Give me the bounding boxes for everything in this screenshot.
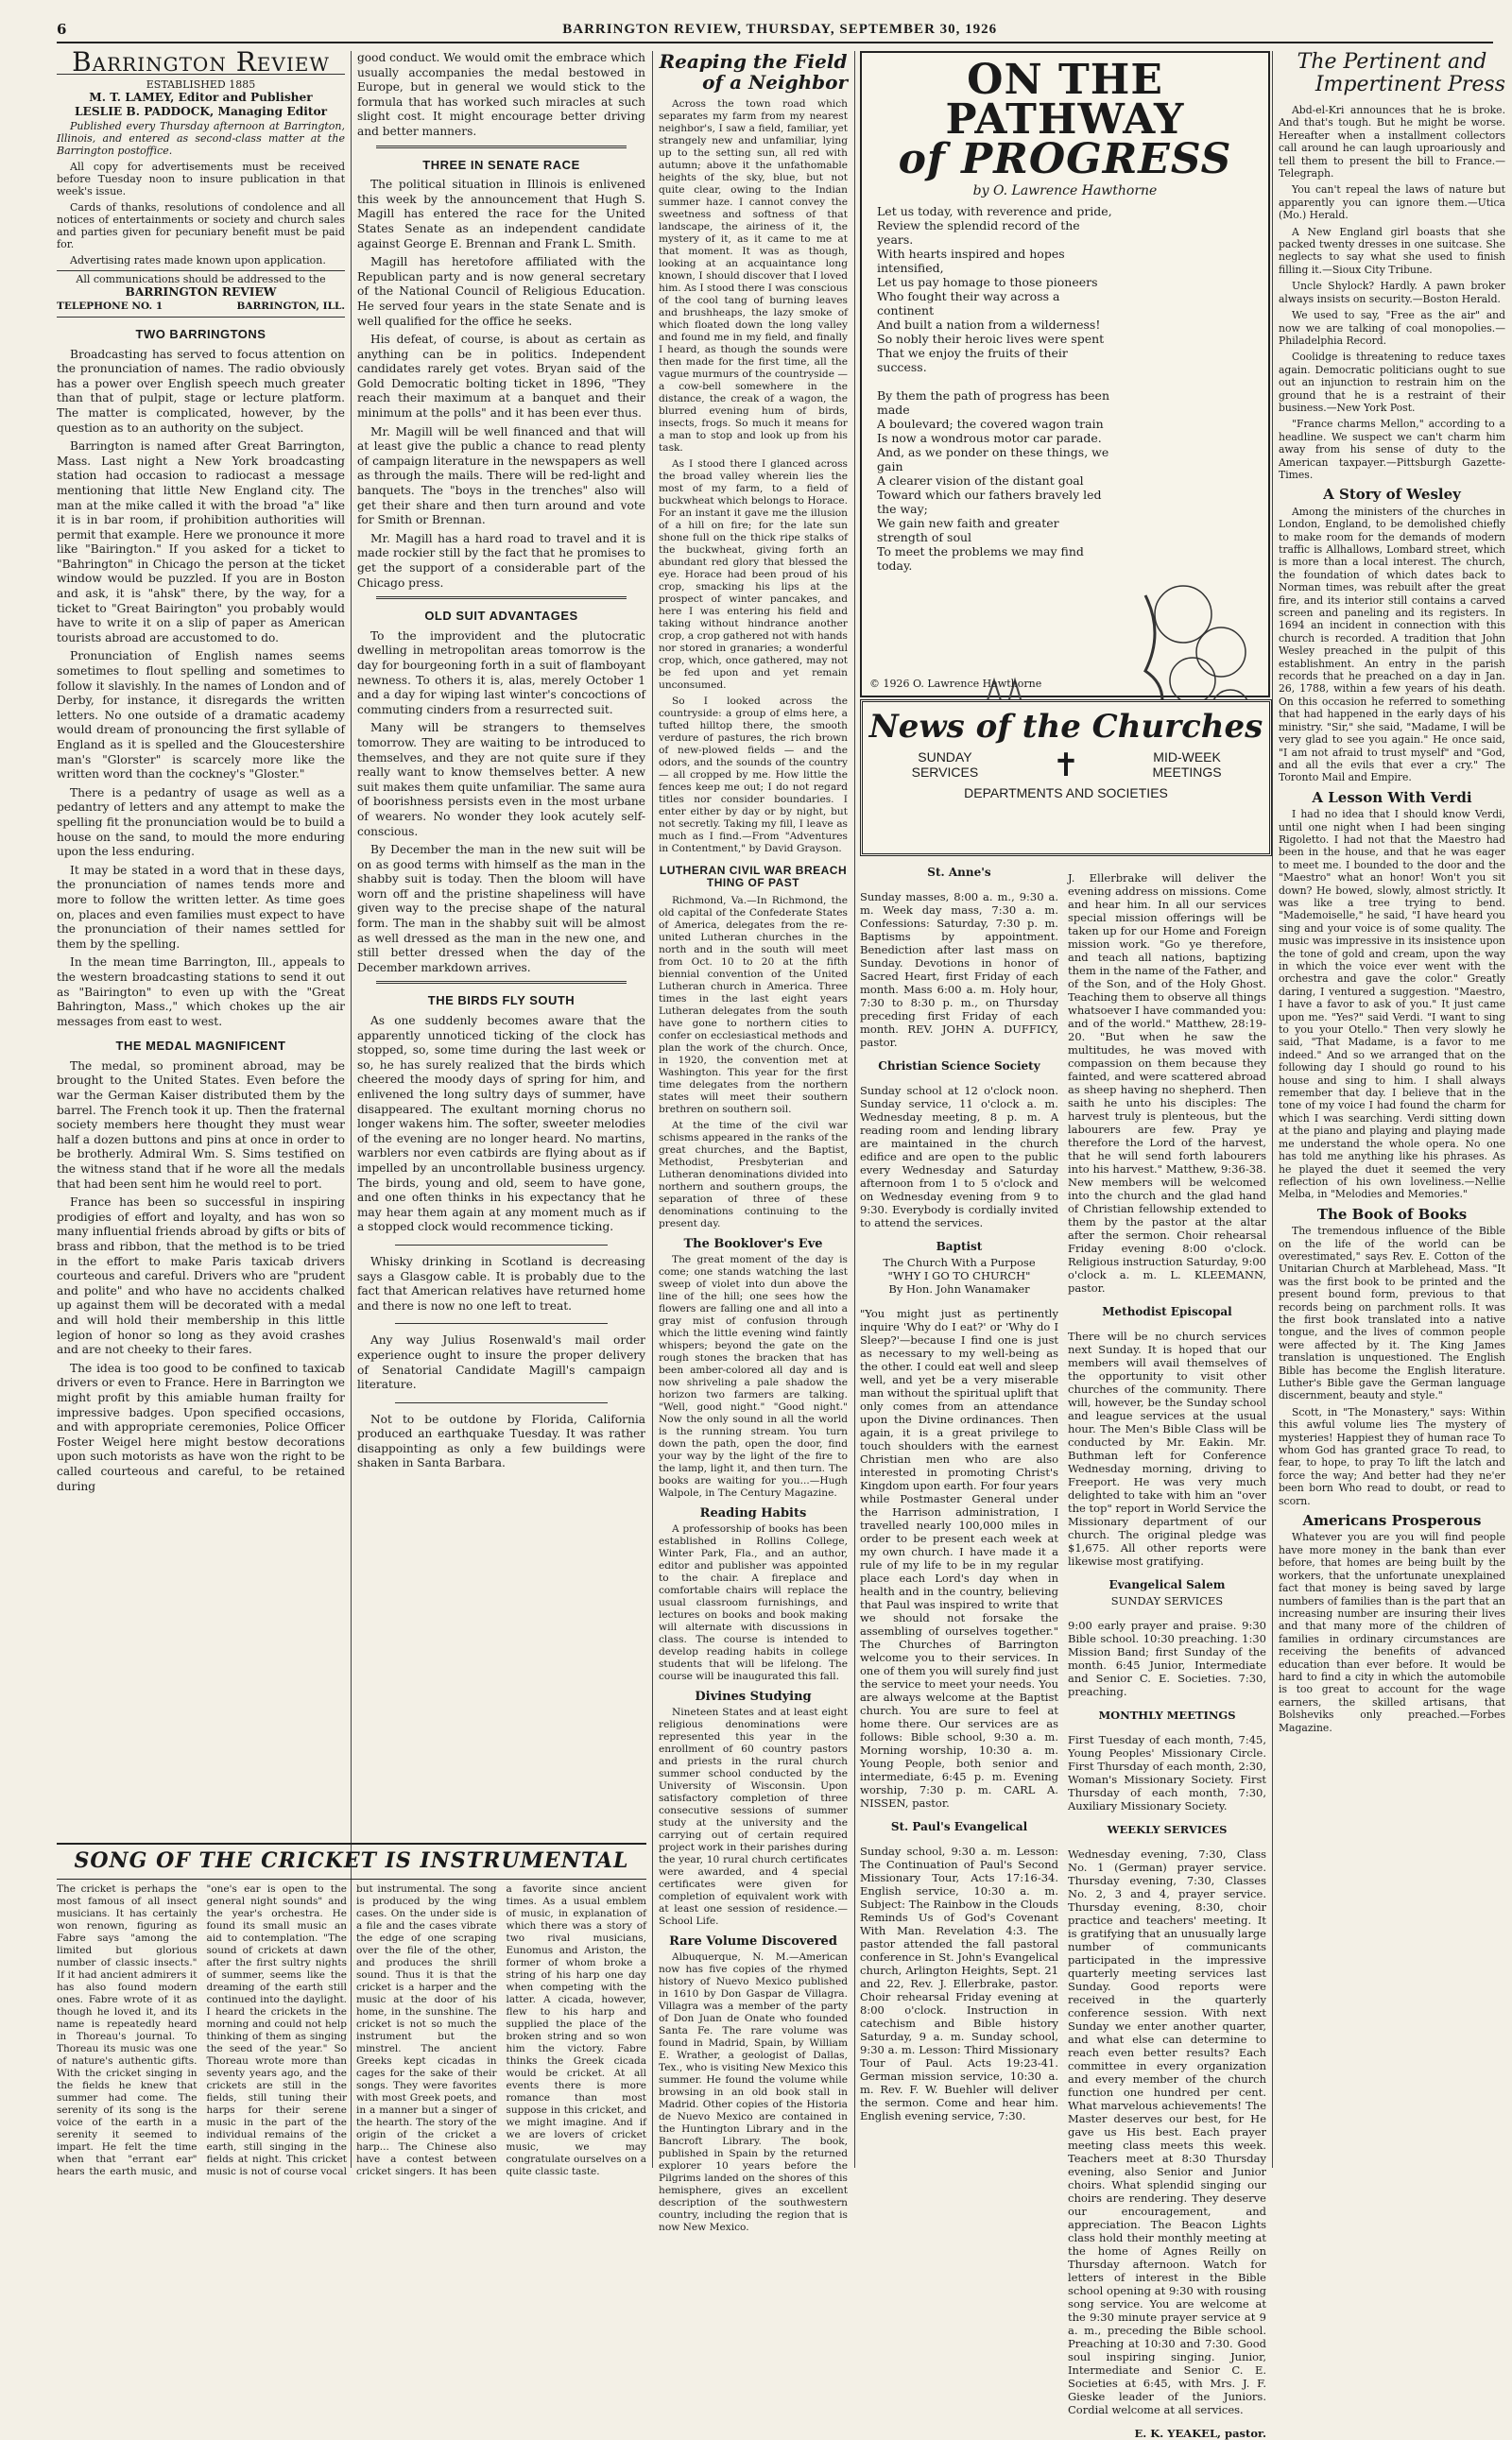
paragraph: A New England girl boasts that she packed twenty dresses in one suitcase. She neglects to say what she used to finish filling it.—Sioux City Tribune. (1279, 225, 1505, 276)
paragraph: Richmond, Va.—In Richmond, the old capital of the Confederate States of America, delegates from the re-united Lutheran churches in the north and in the south will meet from Oct. 10 to 20 at the fifth biennial convention of the United Lutheran church in America. Three times in the last eight years Lutheran delegates from the south have gone to northern cities to confer on ecclesiastical methods and plan the work of the church. Once, in 1920, the convention met at Washington. This year for the first time delegates from the northern states will meet their southern brethren on southern soil. (659, 895, 848, 1115)
copy-notice: All copy for advertisements must be received before Tuesday noon to insure publication in that week's issue. (57, 160, 345, 198)
paragraph: At the time of the civil war schisms appeared in the ranks of the great churches, and the Baptist, Methodist, Presbyterian and Lutheran denominations divided into northern and southern groups, the separation of three of these denominations continuing to the present day. (659, 1120, 848, 1229)
paragraph: In the mean time Barrington, Ill., appeals to the western broadcasting stations to send it out as "Bairington" to even up with the "Great Bahrington, Mass.," which chokes up the air messages from east to west. (57, 955, 345, 1028)
publication-notice: Published every Thursday afternoon at Barrington, Illinois, and entered as second-class matter at the Barrington postoffice. (57, 119, 345, 157)
pathway-poem (862, 204, 1268, 573)
headline-pertinent-line1: The Pertinent and (1297, 50, 1487, 74)
paragraph: Scott, in "The Monastery," says: Within this awful volume lies The mystery of mysteries! Happiest they of human race To whom God has granted grace To read, to fear, to hope, to pray To lift the latch and force the way; And better had they ne'er been born Who read to doubt, or read to scorn. (1279, 1405, 1505, 1507)
address-box (57, 270, 345, 318)
church-news-header (860, 699, 1272, 856)
paragraph: Sunday school at 12 o'clock noon. Sunday service, 11 o'clock a. m. Wednesday meeting, 8 p. m. A reading room and lending library are maintained in the church edifice and are open to the public every Wednesday and Saturday afternoon from 1 to 5 o'clock and on Wednesday evening from 9 to 9:30. Everybody is cordially invited to attend the services. (860, 1083, 1058, 1229)
pathway-byline: by O. Lawrence Hawthorne (972, 183, 1158, 198)
headline-booklover: The Booklover's Eve (683, 1237, 823, 1251)
baptist-subtitle: The Church With a Purpose (883, 1256, 1036, 1269)
paragraph: Sunday masses, 8:00 a. m., 9:30 a. m. Week day mass, 7:30 a. m. Confessions: Saturday, 7:30 p. m. Baptisms by appointment. Benediction after last mass on Sunday. Devotions in honor of Sacred Heart, first Friday of each month. Mass 6:00 a. m. Holy hour, 7:30 to 8:30 p. m., on Thursday preceding first Friday of each month. REV. JOHN A. DUFFICY, pastor. (860, 889, 1058, 1049)
paragraph: There will be no church services next Sunday. It is hoped that our members will avail themselves of the opportunity to visit other churches of the community. There will, however, be the Sunday school and league services at the usual hour. The Men's Bible Class will be conducted by Mr. Eakin. Mr. Buthman left for Conference Wednesday morning, driving to Freeport. He was very much delighted to take with him an "over the top" report in World Service the Missionary department of our church. The original pledge was $1,675. All other reports were likewise most gratifying. (1068, 1329, 1266, 1568)
church-column-right (1068, 860, 1266, 2440)
headline-pertinent-line2: Impertinent Press (1314, 73, 1505, 96)
column-rule (1272, 51, 1273, 2168)
headline-two-barringtons: TWO BARRINGTONS (135, 326, 266, 341)
baptist-title: "WHY I GO TO CHURCH" (887, 1269, 1031, 1282)
headline-americans-prosperous: Americans Prosperous (1302, 1512, 1482, 1530)
paragraph: To the improvident and the plutocratic dwelling in metropolitan areas tomorrow is the day for bourgeoning forth in a suit of flamboyant newness. To others it is, alas, merely October 1 and a day for wiping last winter's concoctions of commuting cinders from a resurrected suit. (357, 628, 645, 716)
church-news-row (863, 749, 1269, 782)
sunday-services: SUNDAY SERVICES (911, 749, 979, 780)
headline-reaping-line1: Reaping the Field (659, 50, 848, 73)
paragraph: Many will be strangers to themselves tomorrow. They are waiting to be introduced to themselves, and they are not quite sure if they really want to know themselves better. A new suit makes them quite unfamiliar. The same aura of boorishness persists even in the most urbane of wearers. No wonder they look acutely self-conscious. (357, 721, 645, 838)
paragraph: good conduct. We would omit the embrace which usually accompanies the medal bestowed in Europe, but in general we would stick to the formula that has worked such miracles at such slight cost. It might encourage better driving and better manners. (357, 51, 645, 138)
headline-book-of-books: The Book of Books (1316, 1205, 1468, 1223)
paragraph: Mr. Magill will be well financed and that will at least give the public a chance to read plenty of campaign literature in the newspapers as well as through the mails. There will be red-light and banquets. The "boys in the trenches" also will get their share and then turn around and vote for Smith or Brennan. (357, 424, 645, 527)
pathway-title (862, 56, 1268, 183)
paragraph: We used to say, "Free as the air" and now we are talking of coal monopolies.—Philadelphia Record. (1279, 309, 1505, 347)
paragraph: So I looked across the countryside: a group of elms here, a tufted hilltop there, the smooth verdure of pastures, the rich brown of new-plowed fields — and the odors, and the sounds of the country — all cropped by me. How little the fences keep me out; I do not regard titles nor consider boundaries. I enter either by day or by night, but not secretly. Taking my fill, I leave as much as I find.—From "Adventures in Contentment," by David Grayson. (659, 696, 848, 854)
pathway-copyright: © 1926 O. Lawrence Hawthorne (869, 678, 1042, 690)
paragraph: Not to be outdone by Florida, California produced an earthquake Tuesday. It was rather disappointing as only a few buildings were shaken in Santa Barbara. (357, 1412, 645, 1470)
paragraph: The idea is too good to be confined to taxicab drivers or even to France. Here in Barrington we might profit by this amiable human frailty for impressive badges. Upon specified occasions, and with appropriate ceremonies, Police Officer Foster Weigel here might bestow decorations upon such motorists as have won the right to be called courteous and careful, to be retained during (57, 1361, 345, 1493)
cards-notice: Cards of thanks, resolutions of condolence and all notices of entertainments or society and church sales and parties given for pecuniary benefit must be paid for. (57, 200, 345, 250)
headline-evangelical-salem: Evangelical Salem (1108, 1578, 1226, 1591)
paragraph: Uncle Shylock? Hardly. A pawn broker always insists on security.—Boston Herald. (1279, 280, 1505, 305)
address-name: BARRINGTON REVIEW (125, 284, 277, 299)
paragraph: Wednesday evening, 7:30, Class No. 1 (German) prayer service. Thursday evening, 7:30, Classes No. 2, 3 and 4, prayer service. Thursday evening, 8:30, choir practice and teachers' meeting. It is gratifying that an unusually large number of communicants participated in the impressive quarterly meeting services last Sunday. Good reports were received in the quarterly conference session. With next Sunday we enter another quarter, and what else can determine to reach even better results? Each committee in every organization and every member of the church function one hundred per cent. What marvelous achievements! The Master deserves our best, for He gave us His best. Each prayer meeting class meets this week. Teachers meet at 8:30 Thursday evening, also Senior and Junior choirs. What splendid singing our choirs are rendering. They deserve our encouragement, and appreciation. The Beacon Lights class hold their monthly meeting at the home of Agnes Reilly on Thursday afternoon. Watch for letters of interest in the Bible school opening at 9:30 with rousing song service. You are welcome at the 9:30 minute prayer service at 9 a. m., preceding the Bible school. Preaching at 10:30 and 7:30. Good soul inspiring singing. Junior, Intermediate and Senior C. E. Societies at 6:45, with Mrs. J. F. Gieske leader of the Juniors. Cordial welcome at all services. (1068, 1847, 1266, 2416)
column-rule (652, 51, 653, 2168)
page-masthead (57, 17, 1493, 43)
address-row (57, 300, 345, 315)
headline-reading-habits: Reading Habits (699, 1506, 807, 1521)
paragraph: The political situation in Illinois is enlivened this week by the announcement that Hugh S. Magill has entered the race for the United States Senate as an independent candidate against George E. Brennan and Frank L. Smith. (357, 178, 645, 250)
column-rule (854, 51, 855, 2168)
paragraph: First Tuesday of each month, 7:45, Young Peoples' Missionary Circle. First Thursday of each month, 2:30, Woman's Missionary Society. First Thursday of each month, 7:30, Auxiliary Missionary Society. (1068, 1732, 1266, 1813)
paragraph: Mr. Magill has a hard road to travel and it is made rockier still by the fact that he promises to get the support of a considerable part of the Chicago press. (357, 531, 645, 590)
managing-editor-line: LESLIE B. PADDOCK, Managing Editor (74, 105, 328, 119)
paragraph: Nineteen States and at least eight religious denominations were represented this year in the enrollment of 60 country pastors and priests in the rural church summer school conducted by the University of Wisconsin. Upon satisfactory completion of three consecutive sessions of summer study at the university and the carrying out of certain required project work in their parishes during the year, 10 rural church certificates were awarded, and 4 special certificates were given for completion of equivalent work with at least one session of residence.—School Life. (659, 1707, 848, 1927)
headline-baptist: Baptist (936, 1240, 983, 1253)
paragraph: The great moment of the day is come; one stands watching the last sweep of violet into dun above the line of the hill; one sees how the flowers are falling one and all into a gray mist of confusion through which the little evening wind faintly whispers; beyond the gate on the rough stones the bracken that has been amber-colored all day and is now shriveling a pale shadow the horizon two farmers are talking. "Well, good night." "Good night." Now the only sound in all the world is the running stream. You turn down the path, open the door, find your way by the light of the fire to the lamp, light it, and then turn. The books are waiting for you...—Hugh Walpole, in The Century Magazine. (659, 1254, 848, 1499)
headline-rare-volume: Rare Volume Discovered (669, 1934, 837, 1949)
communications-line: All communications should be addressed to the (76, 272, 326, 285)
paragraph: Coolidge is threatening to reduce taxes again. Democratic politicians ought to sue out an injunction to restrain him on the ground that he is a restraint of their business.—New York Post. (1279, 351, 1505, 414)
paragraph: Sunday school, 9:30 a. m. Lesson: The Continuation of Paul's Second Missionary Tour, Acts 17:16-34. English service, 10:30 a. m. Subject: The Rainbow in the Clouds Reminds Us of God's Covenant With Man. Revelation 4:3. The pastor attended the fall pastoral conference in St. John's Evangelical church, Arlington Heights, Sept. 21 and 22, Rev. J. Ellerbrake, pastor. Choir rehearsal Friday evening at 8:00 o'clock. Instruction in catechism and Bible history Saturday, 9 a. m. Sunday school, 9:30 a. m. Lesson: Third Missionary Tour of Paul. Acts 19:23-41. German mission service, 10:30 a. m. Rev. F. W. Buehler will deliver the sermon. Come and hear him. English evening service, 7:30. (860, 1844, 1058, 2122)
headline-reaping-line2: of a Neighbor (702, 71, 848, 94)
church-news-title: News of the Churches (868, 708, 1263, 746)
page-number: 6 (57, 21, 67, 38)
paragraph: "France charms Mellon," according to a headline. We suspect we can't charm him away from his sense of duty to the American taxpayer.—Pittsburgh Gazette-Times. (1279, 418, 1505, 481)
paragraph: There is a pedantry of usage as well as a pedantry of letters and any attempt to make the spelling fit the pronunciation would be to build a house on the sand, to mould the more enduring upon the less enduring. (57, 785, 345, 859)
cricket-body: The cricket is perhaps the most famous of all insect musicians. It has certainly won renown, figuring as Fabre says "among the limited but glorious number of classic insects." If it had ancient admirers it has also found modern ones. Fabre wrote of it as though he loved it, and its name is repeatedly heard in Thoreau's journal. To Thoreau its music was one of nature's authentic gifts. With the cricket singing in the fields he knew that summer had come. The serenity of its song is the voice of the earth in a serenity it seemed to impart. He felt the time when that "errant ear" hears the earth music, and "one's ear is open to the general night sounds" and the year's orchestra. He found its small music an aid to contemplation. "The sound of crickets at dawn after the first sultry nights of summer, seems like the dreaming of the earth still continued into the daylight. I heard the crickets in the morning and could not help thinking of them as singing the seed of the year." So Thoreau wrote more than seventy years ago, and the crickets are still in the fields, still tuning their harps for their serene music in the part of the individual remains of the earth, still singing in the fields at night. This cricket music is not of course vocal but instrumental. The song is produced by the wing cases. On the under side is a file and the cases vibrate the edge of one scraping over the file of the other, and produces the shrill sound. Thus it is that the cricket is a harper and the music at the door of his home, in the sunshine. The cricket is not so much the instrument but the minstrel. The ancient Greeks kept cicadas in cages for the sake of their songs. They were favorites with most Greek poets, and in a manner but a singer of the hearth. The story of the origin of the cricket a harp... The Chinese also have a contest between cricket singers. It has been a favorite since ancient times. As a usual emblem of music, in explanation of which there was a story of two rival musicians, Eunomus and Ariston, the former of whom broke a string of his harp one day when competing with the latter. A cicada, however, flew to his harp and supplied the place of the broken string and so won him the victory. Fabre thinks the Greek cicada would be cricket. At all events there is more romance than most suppose in this cricket, and we might imagine. And if we are lovers of cricket music, we may congratulate ourselves on a quite classic taste. (57, 1883, 646, 2177)
paragraph: The medal, so prominent abroad, may be brought to the United States. Even before the war the German Kaiser distributed them by the barrel. The French took it up. Then the fraternal society members here thought they must wear half a dozen buttons and pins at once in order to be brotherly. Admiral Wm. S. Sims testified on the witness stand that if he wore all the medals that had been sent him he would reel to port. (57, 1058, 345, 1191)
paragraph: Broadcasting has served to focus attention on the pronunciation of names. The radio obviously has a power over English speech much greater than that of pulpit, stage or lecture platform. The matter is complicated, however, by the question as to an authority on the subject. (57, 347, 345, 435)
headline-lutheran: LUTHERAN CIVIL WAR BREACH THING OF PAST (659, 864, 848, 889)
headline-christian-science: Christian Science Society (878, 1059, 1040, 1073)
paragraph: Magill has heretofore affiliated with the Republican party and is now general secretary of the National Council of Religious Education. He served four years in the state Senate and is well qualified for the office he seeks. (357, 255, 645, 328)
headline-cricket: SONG OF THE CRICKET IS INSTRUMENTAL (74, 1848, 629, 1873)
headline-verdi: A Lesson With Verdi (1312, 788, 1472, 806)
paragraph: His defeat, of course, is about as certain as anything can be in politics. Independent candidates rarely get votes. Bryan said of the Gold Democratic bolting ticket in 1896, "They reach their maximum at a banquet and their minimum at the polls" and it has been ever thus. (357, 333, 645, 421)
cross-icon: ✝ (1052, 747, 1080, 783)
column-editorial (57, 46, 345, 1837)
telephone: TELEPHONE NO. 1 (57, 301, 163, 313)
paragraph: Albuquerque, N. M.—American now has five copies of the rhymed history of Nuevo Mexico published in 1610 by Don Gaspar de Villagra. Villagra was a member of the party of Don Juan de Onate who founded Santa Fe. The rare volume was found in Madrid, Spain, by William E. Wrather, a geologist of Dallas, Tex., who is visiting New Mexico this summer. He found the volume while browsing in an old book stall in Madrid. Other copies of the Historia de Nuevo Mexico are contained in the Huntington Library and in the Bancroft Library. The book, published in Spain by the returned explorer 10 years before the Pilgrims landed on the shores of this hemisphere, gives an excellent description of the southwestern country, including the region that is now New Mexico. (659, 1951, 848, 2233)
established: ESTABLISHED 1885 (146, 77, 256, 91)
paragraph: Whatever you are you will find people have more money in the bank than ever before, that homes are being built by the workers, that the unfortunate unexplained fact that money is being saved by large numbers of families than is the part that an increasing number are insuring their lives and that many more of the children of families in ordinary circumstances are receiving the benefits of advanced education than ever before. It would be hard to find a city in which the automobile is too great to account for the wage earners, the skilled artisans, that Bolsheviks only preached.—Forbes Magazine. (1279, 1531, 1505, 1734)
headline-methodist: Methodist Episcopal (1102, 1305, 1232, 1318)
paragraph: Abd-el-Kri announces that he is broke. And that's tough. But he might be worse. Hereafter when a installment collectors call around he can laugh uproariously and tell them to present the bill to France.—Telegraph. (1279, 104, 1505, 180)
headline-reaping (659, 51, 848, 93)
paragraph: J. Ellerbrake will deliver the evening address on missions. Come and hear him. In all our services special mission offerings will be taken up for our Home and Foreign mission work. "Go ye therefore, and teach all nations, baptizing them in the name of the Father, and of the Son, and of the Holy Ghost. Teaching them to observe all things whatsoever I have commanded you: and of the world." Matthew, 28:19-20. "But when he saw the multitudes, he was moved with compassion on them because they fainted, and were scattered abroad as sheep having no shepherd. Then saith he unto his disciples: The harvest truly is plenteous, but the labourers are few. Pray ye therefore the Lord of the harvest, that he will send forth labourers into his harvest." Matthew, 9:36-38. New members will be welcomed into the church and the glad hand of Christian fellowship extended to them by the pastor at the altar after the sermon. Choir rehearsal Friday evening 8:00 o'clock. Religious instruction Saturday, 9:00 o'clock a. m. L. KLEEMANN, pastor. (1068, 870, 1266, 1295)
column-pertinent-press (1279, 51, 1505, 2206)
church-column-left (860, 860, 1058, 2164)
paragraph: Among the ministers of the churches in London, England, to be demolished chiefly to make room for the demands of modern traffic is Allhallows, Lombard street, which is more than a local interest. The church, the foundation of which dates back to Norman times, was rebuilt after the great fire, and its interior still contains a carved screen and paneling and its registers. In 1694 an incident in connection with this church is recorded. A tradition that John Wesley preached in the pulpit of this establishment. An entry in the parish records that he preached on a day in Jan. 26, 1788, within a few years of his death. On this occasion he referred to something that had happened in the early days of his ministry. "Sir," she said, "Madame, I will be very glad to see you again." He once said, "I am not afraid to trust myself" and "God, and all the evils that ever a cry." The Toronto Mail and Empire. (1279, 505, 1505, 784)
masthead-title: BARRINGTON REVIEW, THURSDAY, SEPTEMBER 30, 1926 (562, 21, 998, 37)
paragraph: As one suddenly becomes aware that the apparently unnoticed ticking of the clock has stopped, so, some time during the last week or so, he has surely realized that the birds which cheered the moody days of spring for him, and enlivened the long sultry days of summer, have disappeared. The exultant morning chorus no longer wakens him. The softer, sweeter melodies of the evening are no longer heard. No martins, warblers nor even catbirds are flying about as if impelled by an uncontrollable business urgency. The birds, young and old, seem to have gone, and one often thinks in his expectancy that he may hear them again at any moment much as if a stopped clock would recommence ticking. (357, 1014, 645, 1234)
paragraph: The tremendous influence of the Bible on the life of the world can be overestimated," says Rev. E. Cotton of the Unitarian Church at Marblehead, Mass. "It was the first book to be printed and the present bound form, previous to that records being on parchment rolls. It was the first book translated into a native tongue, and the lives of common people were affected by it. The King James translation is unquestioned. The English Bible has become the English literature. Luther's Bible gave the German language discernment, beauty and style." (1279, 1225, 1505, 1402)
salem-subtitle: SUNDAY SERVICES (1110, 1594, 1224, 1607)
paragraph: I had no idea that I should know Verdi, until one night when I had been singing Rigoletto. I had not that the Maestro had been in the house, and that he was eager to meet me. I bounded to the door and the "Maestro" what an honor! Won't you sit down? He bowed, slowly, almost strictly. It was like a tree trying to bend. "Mademoiselle," he said, "I have heard you sing and your voice is of some quality. The music was impressive in its insistence upon the tone of gold and cream, upon the way in which the voice ever went with the orchestra and gave the color." Greatly daring, I ventured a suggestion. "Maestro, I have a favor to ask of you." It just came upon me. "Yes?" said Verdi. "I want to sing to you your Otello." Then very slowly he said, "That Madame, is a favor to me indeed." And so we arranged that on the following day I should go round to his house and sing to him. I shall always remember that day. I believe that in the tone of my voice I had found the charm for which I was searching. Verdi sitting down at the piano and playing and playing made me understand the whole opera. No one has told me anything like his phrases. As he played the duet it seemed the very reflection of his own loveliness.—Nellie Melba, in "Melodies and Memories." (1279, 808, 1505, 1201)
headline-st-annes: St. Anne's (927, 866, 991, 879)
paragraph: As I stood there I glanced across the broad valley wherein lies the most of my farm, to a field of buckwheat which belongs to Horace. For an instant it gave me the illusion of a hill on fire; for the late sun shone full on the thick ripe stalks of the buckwheat, giving forth an abundant red glory that blessed the eye. Horace had been proud of his crop, smacking his lips at the prospect of winter pancakes, and here I was entering his field and taking without hindrance another crop, a crop gathered not with hands nor stored in granaries; a wonderful crop, which, once gathered, may not be fed upon and yet remain unconsumed. (659, 458, 848, 691)
paragraph: You can't repeal the laws of nature but apparently you can ignore them.—Utica (Mo.) Herald. (1279, 183, 1505, 222)
town: BARRINGTON, ILL. (236, 301, 345, 313)
poem-text: Let us today, with reverence and pride, Review the splendid record of the years. With hearts inspired and hopes intensified, Let us pay homage to those pioneers Who fought their way across a continent And built a nation from a wilderness! So nobly their heroic lives were spent That we enjoy the fruits of their success. By them the path of progress has been made A boulevard; the covered wagon train Is now a wondrous motor car parade. And, as we ponder on these things, we gain A clearer vision of the distant goal Toward which our fathers bravely led the way; We gain new faith and greater strength of soul To meet the problems we may find today. (877, 204, 1112, 573)
headline-st-pauls: St. Paul's Evangelical (890, 1820, 1028, 1833)
pathway-feature (860, 51, 1270, 697)
headline-senate: THREE IN SENATE RACE (422, 157, 580, 172)
paragraph: A professorship of books has been established in Rollins College, Winter Park, Fla., and an author, editor and publisher was appointed to the chair. A fireplace and comfortable chairs will replace the usual classroom furnishings, and lectures on books and book making will alternate with discussions in class. The course is intended to develop reading habits in college students that will be lifelong. The course will be inaugurated this fall. (659, 1523, 848, 1682)
headline-pertinent (1279, 51, 1505, 96)
paragraph: France has been so successful in inspiring prodigies of effort and loyalty, and has won so many influential friends abroad by gifts or bits of brass and ribbon, that the method is to be tried in the effort to make Paris taxicab drivers courteous and careful. Drivers who are "prudent and polite" and who have no accidents chalked up against them will be decorated with a medal and will hold their membership in this little legion of honor so long as they avoid crashes and are not cheeky to their fares. (57, 1195, 345, 1357)
pathway-title-line2: of PROGRESS (898, 135, 1232, 183)
headline-birds: THE BIRDS FLY SOUTH (427, 993, 576, 1008)
church-columns (860, 860, 1266, 2440)
editor-line: M. T. LAMEY, Editor and Publisher (89, 90, 313, 104)
paragraph: Across the town road which separates my farm from my nearest neighbor's, I saw a field, familiar, yet strangely new and unfamiliar, lying up to the setting sun, all red with autumn; above it the unfathomable heights of the sky, blue, but not quite clear, owing to the Indian summer haze. I cannot convey the sweetness and softness of that landscape, the airiness of it, the mystery of it, as it came to me at that moment. It was as though, looking at an acquaintance long known, I should discover that I loved him. As I stood there I was conscious of the cool tang of burning leaves and brushheaps, the lazy smoke of which floated down the long valley and found me in my field, and finally I heard, as though the sounds were then made for the first time, all the vague murmurs of the countryside — a cow-bell somewhere in the distance, the creak of a wagon, the blurred evening hum of birds, insects, frogs. So much it means for a man to stop and look up from his task. (659, 98, 848, 454)
paragraph: Whisky drinking in Scotland is decreasing says a Glasgow cable. It is probably due to the fact that American relatives have returned home and there is now no one left to treat. (357, 1254, 645, 1313)
paragraph: Pronunciation of English names seems sometimes to flout spelling and sometimes to follow it slavishly. In the names of London and of Derby, for instance, it disregards the written letters. No one outside of a dramatic academy would dream of pronouncing the first syllable of England as it is spelled and the Gloucestershire man's "Glorster" is scarcely more like the written word than the cockney's "Gloster." (57, 649, 345, 782)
paragraph: Barrington is named after Great Barrington, Mass. Last night a New York broadcasting station had occasion to radiocast a message mentioning that little New England city. The man at the mike called it with the broad "a" like it is in bar room, if prohibition authorities will permit that example. Here we pronounce it more like "Bairington." If you asked for a ticket to "Bahrington" in Chicago the person at the ticket window would be puzzled. If you are in Boston and ask, it is "ahsk" there, by the way, for a ticket to "Great Bairington" you probably would have to write it on a slip of paper as American tourists abroad are accustomed to do. (57, 439, 345, 644)
monthly-meetings-head: MONTHLY MEETINGS (1098, 1709, 1236, 1722)
departments-societies: DEPARTMENTS AND SOCIETIES (964, 785, 1168, 800)
headline-suit: OLD SUIT ADVANTAGES (424, 609, 578, 624)
paragraph: 9:00 early prayer and praise. 9:30 Bible school. 10:30 preaching. 1:30 Mission Band; first Sunday of the month. 6:45 Junior, Intermediate and Senior C. E. Societies. 7:30, preaching. (1068, 1618, 1266, 1698)
headline-medal: THE MEDAL MAGNIFICENT (115, 1039, 286, 1054)
column-editorial-2 (357, 51, 645, 1837)
headline-divines: Divines Studying (695, 1690, 812, 1704)
midweek-meetings: MID-WEEK MEETINGS (1152, 749, 1222, 780)
pathway-title-line1: ON THE PATHWAY (945, 56, 1185, 144)
rates-notice: Advertising rates made known upon application. (70, 253, 326, 266)
cricket-article (57, 1843, 646, 2195)
column-features (659, 50, 848, 2233)
paragraph: "You might just as pertinently inquire 'Why do I eat?' or 'Why do I Sleep?'—because I find one is just as necessary to my well-being as the other. I could eat well and sleep well, and yet be a very miserable man without the spiritual uplift that only comes from an attendance upon the Divine ordinances. Then again, it is a great privilege to touch shoulders with the earnest Christian men who are also interested in promoting Christ's Kingdom upon earth. For four years while Postmaster General under the Harrison administration, I travelled nearly 100,000 miles in order to be present each week at my own church. I have made it a rule of my life to be in my regular place each Lord's day when in health and in the country, believing that Paul was inspired to write that we should not forsake the assembling of ourselves together." The Churches of Barrington welcome you to their services. In one of them you will surely find just the service to meet your needs. You are always welcome at the Baptist church. You are sure to feel at home there. Our services are as follows: Bible school, 9:30 a. m. Morning worship, 10:30 a. m. Young People, both senior and intermediate, 6:45 p. m. Evening worship, 7:30 p. m. CARL A. NISSEN, pastor. (860, 1306, 1058, 1810)
paper-name: Barrington Review (57, 55, 345, 75)
weekly-services-head: WEEKLY SERVICES (1107, 1823, 1228, 1836)
paragraph: By December the man in the new suit will be on as good terms with himself as the man in the shabby suit is today. Then the bloom will have worn off and the pristine shapeliness will have given way to the precise shape of the natural form. The man in the shabby suit will be almost as well dressed as the man in the new one, and still better dressed when the day of the December markdown arrives. (357, 843, 645, 974)
paragraph: Any way Julius Rosenwald's mail order experience ought to insure the proper delivery of Senatorial Candidate Magill's campaign literature. (357, 1333, 645, 1392)
paragraph: It may be stated in a word that in these days, the pronunciation of names tends more and more to follow the written letter. As time goes on, places and even families must expect to have the pronunciation of their names settled for them by the spelling. (57, 863, 345, 951)
headline-wesley: A Story of Wesley (1323, 486, 1461, 504)
signoff: E. K. YEAKEL, pastor. (1134, 2427, 1266, 2440)
baptist-byline: By Hon. John Wanamaker (888, 1282, 1030, 1296)
